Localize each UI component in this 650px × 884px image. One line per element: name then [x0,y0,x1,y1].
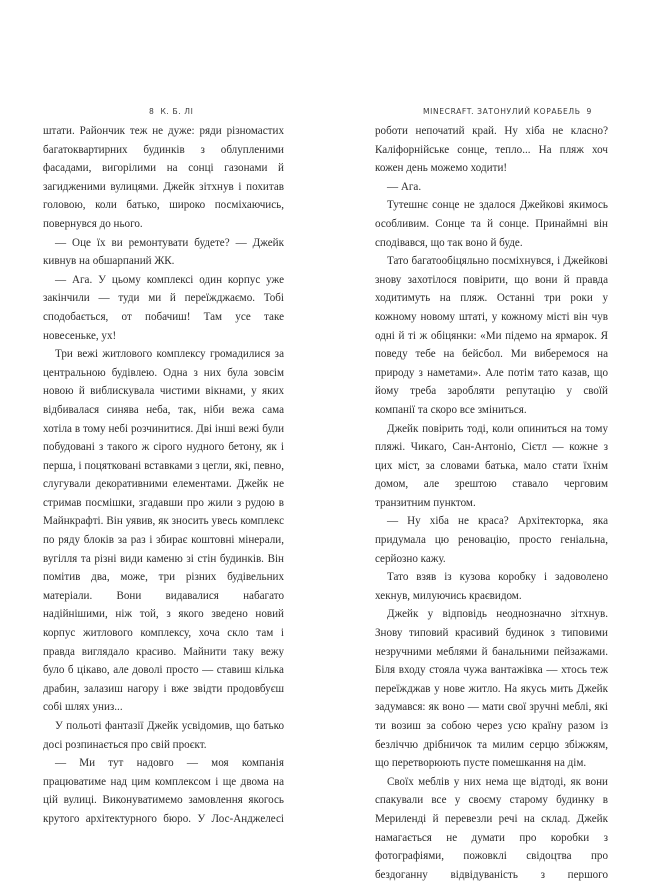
page-number: 8 [149,107,155,116]
paragraph: — Ми тут надовго — моя компанія працюватиме над цим комплексом і ще двома на цій вулиці. Виконуватимемо замовлення якогось крутого архітектурного бюро. У Лос-Анджелесі [43,757,284,825]
paragraph: Джейк у відповідь неоднозначно зітхнув. Знову типовий красивий будинок з типовими незручними меблями й банальними пейзажами. Біля входу стояла чужа вантажівка — хтось теж переїжджав у нове житло. На якусь мить Джейк задумався: як воно — мати свої зручні меблі, які ти возиш за собою через усю країну разом із безліччю дрібничок та милим серцю збіжжям, що перетворюють пусте помешкання на дім. [375,608,608,770]
paragraph: роботи непочатий край. Ну хіба не класно? Каліфорнійське сонце, тепло... На пляж хоч кожен день можемо ходити! [375,125,608,175]
left-page [0,0,325,825]
paragraph: штати. Райончик теж не дуже: ряди різномастих багатоквартирних будинків з облупленими фасадами, вигорілими на сонці газонами й загидженими вулицями. Джейк зітхнув і похитав головою, коли батько, широко посміхаючись, повернувся до нього. [43,125,284,230]
paragraph: У польоті фантазії Джейк усвідомив, що батько досі розпинається про свій проєкт. [43,720,284,751]
paragraph: Три вежі житлового комплексу громадилися за центральною будівлею. Одна з них була зовсім новою й виблискувала чистими вікнами, у яких відбивалася синява неба, так, ніби вежа сама хотіла в тому небі розчинитися. Дві інші вежі були побудовані з такого ж сірого нудного бетону, як і перша, і поцятковані вставками з цегли, які, певно, слугували декоративними елементами. Джейк не стримав посмішки, згадавши про жили з рудою в Майнкрафті. Він уявив, як зносить увесь комплекс по ряду блоків за раз і збирає коштовні мінерали, вугілля та різні види каменю зі стін будинків. Він помітив два, може, три різних будівельних матеріали. Вони видавалися набагато надійнішими, ніж той, з якого зведено новий корпус житлового комплексу, хоча скло там і правда виглядало красиво. Майнити таку вежу було б цікаво, але доволі просто — ставиш кілька драбин, залазиш нагору і вже звідти продовбуєш собі шлях униз... [43,348,284,714]
body-text-right [375,122,608,884]
paragraph: — Ну хіба не краса? Архітекторка, яка придумала цю реновацію, просто геніальна, серйозно кажу. [375,515,608,565]
paragraph: — Оце їх ви ремонтувати будете? — Джейк кивнув на обшарпаний ЖК. [43,236,284,268]
running-head-right [423,107,598,116]
author-name: К. Б. ЛІ [160,107,194,116]
paragraph: Тато взяв із кузова коробку і задоволено хекнув, милуючись краєвидом. [375,571,608,602]
running-head-left [143,107,193,116]
paragraph: Тутешнє сонце не здалося Джейкові якимось особливим. Сонце та й сонце. Принаймні він сподівався, що так воно й буде. [375,199,608,249]
paragraph: — Ага. [387,180,422,193]
paragraph: Джейк повірить тоді, коли опиниться на тому пляжі. Чикаго, Сан-Антоніо, Сієтл — кожне з цих міст, за словами батька, мало стати їхнім домом, але зрештою ставало черговим транзитним пунктом. [375,422,608,509]
right-page [325,0,650,881]
page-number: 9 [586,107,592,116]
paragraph: Тато багатообіцяльно посміхнувся, і Джейкові знову захотілося повірити, що вони й правда ходитимуть на пляж. Останні три роки у кожному новому штаті, у кожному місті він чув одні й ті ж обіцянки: «Ми підемо на ярмарок. Я поведу тебе на бейсбол. Ми виберемося на природу з наметами». Але потім тато казав, що йому треба заробляти репутацію у своїй компанії та скоро все зміниться. [375,255,608,416]
book-title: MINECRAFT. ЗАТОНУЛИЙ КОРАБЕЛЬ [423,107,581,116]
paragraph: Своїх меблів у них нема ще відтоді, як вони спакували все у своєму старому будинку в Мериленді й перевезли речі на склад. Джейк намагається не думати про коробки з фотографіями, пожовклі свідоцтва про бездоганну відвідуваність з першого [375,775,608,881]
paragraph: — Ага. У цьому комплексі один корпус уже закінчили — туди ми й переїжджаємо. Тобі сподобається, от побачиш! Там усе таке новесеньке, ух! [43,273,284,342]
body-text-left [43,122,284,829]
